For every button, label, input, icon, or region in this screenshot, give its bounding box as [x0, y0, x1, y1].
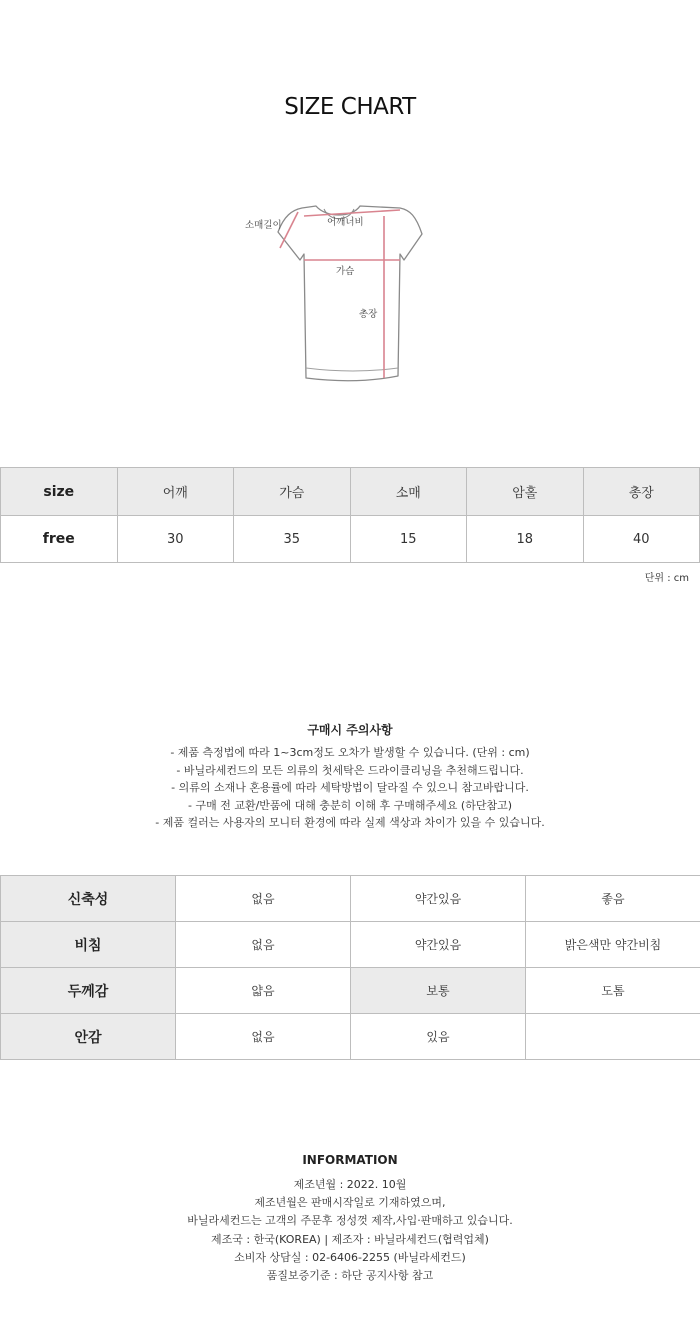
size-table-row [1, 516, 700, 563]
feel-option: 도톰 [526, 968, 700, 1014]
information-list [0, 1176, 700, 1285]
feel-option: 없음 [176, 922, 351, 968]
size-header-cell: 소매 [350, 468, 467, 516]
size-cell: 40 [583, 516, 700, 563]
feel-option: 얇음 [176, 968, 351, 1014]
label-length: 총장 [359, 309, 378, 320]
label-shoulder: 어깨너비 [327, 217, 364, 228]
notice-item: - 구매 전 교환/반품에 대해 충분히 이해 후 구매해주세요 (하단참고) [187, 798, 512, 812]
fabric-feel-table [0, 875, 700, 1060]
information-line: 바닐라세컨드는 고객의 주문후 정성껏 제작,사입·판매하고 있습니다. [187, 1214, 513, 1228]
information-line: 소비자 상담실 : 02-6406-2255 (바닐라세컨드) [234, 1250, 466, 1264]
size-cell: 15 [350, 516, 467, 563]
size-header-cell: 암홀 [467, 468, 584, 516]
size-cell: free [1, 516, 118, 563]
size-table [0, 467, 700, 563]
feel-option: 약간있음 [351, 876, 526, 922]
information-line: 제조년월은 판매시작일로 기재하였으며, [254, 1196, 446, 1210]
notice-item: - 제품 측정법에 따라 1~3cm정도 오차가 발생할 수 있습니다. (단위 : cm) [170, 746, 530, 759]
feel-row-thickness [1, 968, 700, 1014]
size-header-cell: 어깨 [117, 468, 234, 516]
size-header-cell: 총장 [583, 468, 700, 516]
feel-row-stretch [1, 876, 700, 922]
information-line: 제조년월 : 2022. 10월 [293, 1178, 407, 1191]
label-chest: 가슴 [336, 266, 355, 277]
feel-row-label: 신축성 [1, 876, 176, 922]
page-title: SIZE CHART [284, 94, 416, 120]
information-title: INFORMATION [302, 1153, 398, 1167]
size-header-cell: 가슴 [234, 468, 351, 516]
feel-option: 밝은색만 약간비침 [526, 922, 700, 968]
feel-option: 없음 [176, 876, 351, 922]
feel-row-label: 안감 [1, 1014, 176, 1060]
feel-option [526, 1014, 700, 1060]
information-line: 품질보증기준 : 하단 공지사항 참고 [266, 1269, 434, 1283]
size-cell: 18 [467, 516, 584, 563]
feel-option: 없음 [176, 1014, 351, 1060]
feel-row-label: 두께감 [1, 968, 176, 1014]
notice-item: - 제품 컬러는 사용자의 모니터 환경에 따라 실제 색상과 차이가 있을 수 있습니다. [155, 816, 545, 830]
sleeve-measure-line [280, 212, 298, 248]
notice-title: 구매시 주의사항 [307, 723, 393, 737]
label-sleeve: 소매길이 [245, 220, 282, 231]
size-cell: 30 [117, 516, 234, 563]
feel-option: 있음 [351, 1014, 526, 1060]
size-header-cell: size [1, 468, 118, 516]
feel-row-label: 비침 [1, 922, 176, 968]
feel-option: 약간있음 [351, 922, 526, 968]
notice-item: - 바닐라세컨드의 모든 의류의 첫세탁은 드라이클리닝을 추천해드립니다. [176, 763, 524, 777]
notice-list [0, 744, 700, 832]
feel-row-lining [1, 1014, 700, 1060]
measurement-diagram [240, 196, 440, 386]
notice-item: - 의류의 소재나 혼용률에 따라 세탁방법이 달라질 수 있으니 참고바랍니다. [171, 781, 529, 795]
size-cell: 35 [234, 516, 351, 563]
unit-note: 단위 : cm [644, 573, 689, 584]
feel-option: 좋음 [526, 876, 700, 922]
feel-option-selected: 보통 [351, 968, 526, 1014]
information-line: 제조국 : 한국(KOREA) | 제조자 : 바닐라세컨드(협력업체) [211, 1232, 489, 1246]
feel-row-sheer [1, 922, 700, 968]
size-table-header-row [1, 468, 700, 516]
